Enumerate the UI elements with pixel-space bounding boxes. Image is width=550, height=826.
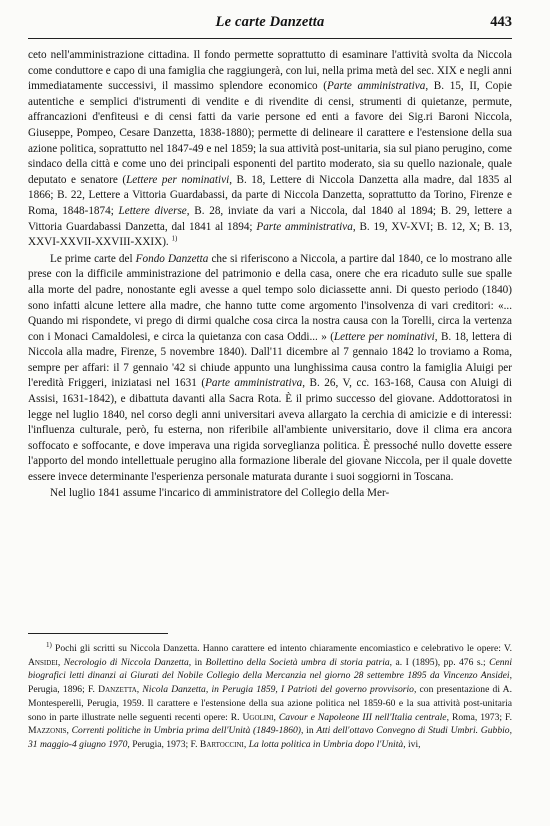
text-run: , B. 19, XV-XVI; B. 12, X; B. 13, XXVI-XXVII-XXVIII-XXIX). (28, 220, 512, 249)
archive-reference: Lettere per nominativi (333, 330, 435, 343)
text-run: , (243, 738, 249, 750)
text-run: Le prime carte del (50, 252, 136, 265)
archive-reference: Fondo Danzetta (135, 252, 209, 265)
paragraph-2 (28, 252, 512, 486)
text-run: , B. 28, inviate da vari a Niccola, dal 1840 al 1894; B. 29, lettere a Vittoria Guardabassi Danzetta, dal 1841 al 1894; (28, 204, 512, 233)
running-head: Le carte Danzetta (215, 14, 325, 30)
work-title: Necrologio di Niccola Danzetta (63, 656, 189, 668)
text-run: che si riferiscono a Niccola, a partire dal 1840, ce lo mostrano alle prese con la difficile amministrazione del patrimonio e della casa, onere che era ricaduto sulle sue spalle alla morte del padre, nonostante egli avesse a quel tempo solo diciassette anni. Di questo periodo (1840) sono infatti alcune lettere alla madre, che hanno tutte come argomento l'insolvenza di vari creditori: «... Quando mi rispondete, vi prego di dirmi qualche cosa circa la nostra causa con la Torelli, circa la vertenza con i Monaci Camaldolesi, e circa la quietanza con casa Oddi... » ( (28, 252, 512, 343)
text-run: , B. 18, Lettere di Niccola Danzetta alla madre, dal 1835 al 1866; B. 22, Lettere a Vittoria Guardabassi, da parte di Niccola Danzetta, soprattutto da Torino, Firenze e Roma, 1848-1874; (28, 173, 512, 217)
text-run: , in (188, 656, 206, 668)
archive-reference: Parte amministrativa (327, 80, 426, 93)
text-run: , (273, 711, 279, 723)
text-run: , con presentazione di A. Montesperelli, Perugia, 1959. Il carattere e l'estensione della sua azione politica nel 1859-60 e la sua attività post-unitaria sono in parte illustrate nelle seguenti recenti opere: R. (28, 684, 513, 723)
text-run: Pochi gli scritti su Niccola Danzetta. Hanno carattere ed intento chiaramente encomiastico e celebrativo le opere: V. (51, 643, 512, 654)
author-name: Bartoccini (199, 738, 244, 750)
text-run: , Perugia, 1973; F. (127, 738, 200, 750)
archive-reference: Parte amministrativa (205, 377, 303, 390)
footnote-marker: 1) (171, 234, 178, 243)
author-name: Mazzonis (28, 725, 67, 737)
text-run: , a. I (1895), pp. 476 s.; (389, 656, 490, 668)
text-run: , (136, 684, 143, 696)
footnote-1 (28, 642, 512, 752)
author-name: Danzetta (98, 684, 137, 696)
archive-reference: Parte amministrativa (256, 220, 353, 233)
work-title: Correnti politiche in Umbria prima dell'Unità (1849-1860) (71, 725, 301, 737)
archive-reference: Lettere per nominativi (126, 173, 230, 186)
page-number: 443 (490, 14, 512, 30)
footnotes (28, 642, 512, 752)
page-header (28, 12, 512, 39)
text-run: , ivi, (403, 738, 421, 750)
archive-reference: Lettere diverse (118, 204, 187, 217)
paragraph-1 (28, 48, 512, 251)
text-run: , B. 26, V, cc. 163-168, Causa con Aluigi di Assisi, 1631-1842), e dibattuta davanti alla Sacra Rota. È il primo successo del giovane. Addottoratosi in legge nel luglio 1840, nel corso degli anni universitari aveva allargato la cerchia di amicizie e di interessi: l'influenza culturale, però, fu esterna, non riferibile all'ambiente universitario, dove il clima era ancora soffocato e soffocante, e dove imperava una rigida sorveglianza politica. È pressoché nullo dovette essere l'apporto del mondo intellettuale perugino alla formazione liberale del giovane Niccola, per il quale dovette essere invece determinante l'esperienza personale maturata durante i suoi soggiorni in Toscana. (28, 377, 512, 484)
work-title: Cenni biografici letti dinanzi ai Giurati del Nobile Collegio della Mercanzia nel giorno 28 settembre 1895 da Vincenzo Ansidei (28, 656, 512, 682)
text-run: , in (301, 725, 317, 737)
text-run: ceto nell'amministrazione cittadina. Il fondo permette soprattutto di esaminare l'attività svolta da Niccola come conduttore e capo di una famiglia che raggiungerà, con lui, nella prima metà del sec. XIX e negli anni immediatamente successivi, il massimo splendore economico ( (28, 49, 512, 93)
text-run: , B. 18, lettera di Niccola alla madre, Firenze, 5 novembre 1840). Dall'11 dicembre al 7 gennaio 1842 lo troviamo a Roma, sempre per affari: il 7 gennaio '42 si chiude appunto una lunghissima causa contro la famiglia Aluigi per l'eredità Friggeri, iniziatasi nel 1631 ( (28, 330, 513, 390)
author-name: Ugolini (242, 711, 274, 723)
text-run: , (57, 656, 64, 668)
footnote-rule (28, 633, 168, 634)
work-title: Cavour e Napoleone III nell'Italia centrale (278, 711, 447, 723)
text-run: , (66, 725, 72, 737)
work-title: La lotta politica in Umbria dopo l'Unità (248, 738, 404, 750)
text-run: , Perugia, 1896; F. (28, 670, 512, 696)
text-run: , B. 15, II, Copie autentiche e semplici d'istrumenti di vendite e di rivendite di censi, strumenti di quietanze, permute, affrancazioni d'enfiteusi e di censi fatti da varie persone ed enti a favore dei Sig.ri Baroni Niccola, Giuseppe, Pompeo, Cesare Danzetta, 1838-1880); permette di delineare il carattere e l'estensione della sua azione politica, soprattutto nel 1847-49 e nel 1859; la sua attività post-unitaria, sia sul piano perugino, come sindaco della città e come uno dei principali esponenti del partito moderato, sia su quello nazionale, quale deputato e senatore ( (28, 80, 513, 186)
work-source: Bollettino della Società umbra di storia patria (205, 656, 390, 668)
work-title: Nicola Danzetta, in Perugia 1859, I Patrioti del governo provvisorio (142, 684, 414, 696)
author-name: Ansidei (28, 656, 58, 668)
text-run: , Roma, 1973; F. (446, 711, 513, 723)
paragraph-3: Nel luglio 1841 assume l'incarico di amministratore del Collegio della Mer- (50, 486, 390, 499)
work-source: Atti dell'ottavo Convegno di Studi Umbri. Gubbio, 31 maggio-4 giugno 1970 (28, 725, 512, 750)
main-text (28, 48, 512, 501)
footnote-number: 1) (46, 640, 52, 649)
